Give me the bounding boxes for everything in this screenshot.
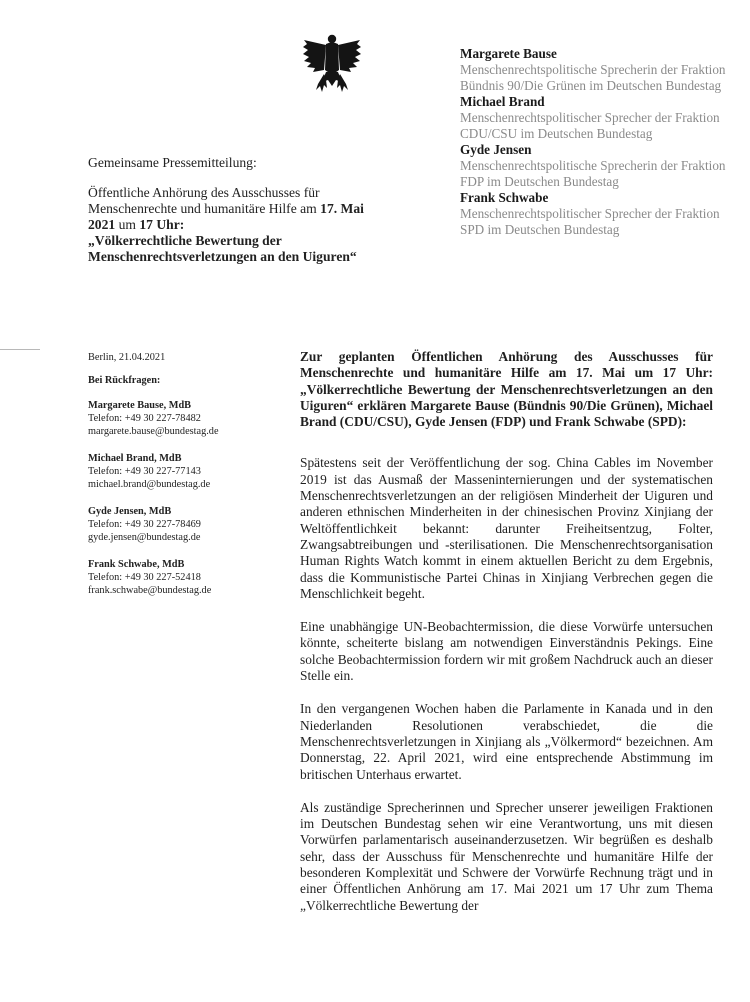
speaker-name: Michael Brand [460,94,545,109]
contact-name: Michael Brand, MdB [88,453,182,464]
press-release-body [300,349,713,931]
title-topic: „Völkerrechtliche Bewertung der Menschenrechtsverletzungen an den Uiguren“ [88,233,357,264]
contact-phone: Telefon: +49 30 227-78482 [88,413,201,424]
contact-email[interactable]: gyde.jensen@bundestag.de [88,532,201,543]
contact-sidebar [88,351,288,611]
title-intro: Öffentliche Anhörung des Ausschusses für Menschenrechte und humanitäre Hilfe am [88,185,320,216]
speaker-entry [460,142,730,190]
contact-phone: Telefon: +49 30 227-77143 [88,466,201,477]
contact-heading: Bei Rückfragen: [88,375,161,386]
speaker-name: Margarete Bause [460,46,557,61]
contact-name: Frank Schwabe, MdB [88,559,185,570]
title-colon: : [179,217,185,232]
contact-block [88,558,288,597]
contact-block [88,505,288,544]
speaker-role: Menschenrechtspolitische Sprecherin der Fraktion Bündnis 90/Die Grünen im Deutschen Bundestag [460,62,726,93]
contact-email[interactable]: michael.brand@bundestag.de [88,479,211,490]
body-paragraph: In den vergangenen Wochen haben die Parlamente in Kanada und in den Niederlanden Resolutionen verabschiedet, die die Menschenrechtsverletzungen in Xinjiang als „Völkermord“ bezeichnen. Am Donnerstag, 22. April 2021, wird eine entsprechende Abstimmung im britischen Unterhaus erwartet. [300,701,713,782]
contact-block [88,399,288,438]
title-date: 17. Mai 2021 [88,201,364,232]
contact-phone: Telefon: +49 30 227-78469 [88,519,201,530]
contact-email[interactable]: margarete.bause@bundestag.de [88,426,219,437]
speaker-role: Menschenrechtspolitischer Sprecher der Fraktion SPD im Deutschen Bundestag [460,206,720,237]
speaker-entry [460,46,730,94]
title-um: um [118,217,136,232]
title-time: 17 Uhr [139,217,180,232]
speaker-name: Gyde Jensen [460,142,532,157]
body-paragraph: Spätestens seit der Veröffentlichung der sog. China Cables im November 2019 ist das Ausmaß der Masseninternierungen und der systematischen Menschenrechtsverletzungen an der religiösen Minderheit der Uiguren und anderen ethnischen Minderheiten in der chinesischen Provinz Xinjiang der Weltöffentlichkeit bekannt: darunter Freiheitsentzug, Folter, Zwangsabtreibungen und -sterilisationen. Die Menschenrechtsorganisation Human Rights Watch kommt in einem aktuellen Bericht zu dem Ergebnis, dass die Kommunistische Partei Chinas in Xinjiang Verbrechen gegen die Menschlichkeit begeht. [300,455,713,601]
contact-block [88,452,288,491]
contact-name: Margarete Bause, MdB [88,400,192,411]
speaker-name: Frank Schwabe [460,190,549,205]
fold-divider [0,349,40,350]
body-paragraph: Eine unabhängige UN-Beobachtermission, die diese Vorwürfe untersuchen könnte, scheiterte bislang am notwendigen Einverständnis Pekings. Eine solche Beobachtermission fordern wir mit großem Nachdruck auch an dieser Stelle ein. [300,619,713,684]
lead-paragraph: Zur geplanten Öffentlichen Anhörung des Ausschusses für Menschenrechte und humanitäre Hilfe am 17. Mai um 17 Uhr: „Völkerrechtliche Bewertung der Menschenrechtsverletzungen an den Uiguren“ erklären Margarete Bause (Bündnis 90/Die Grünen), Michael Brand (CDU/CSU), Gyde Jensen (FDP) und Frank Schwabe (SPD): [300,349,713,430]
release-date: Berlin, 21.04.2021 [88,352,166,363]
speaker-role: Menschenrechtspolitische Sprecherin der Fraktion FDP im Deutschen Bundestag [460,158,726,189]
speaker-entry [460,190,730,238]
speaker-role: Menschenrechtspolitischer Sprecher der Fraktion CDU/CSU im Deutschen Bundestag [460,110,720,141]
body-paragraph: Als zuständige Sprecherinnen und Sprecher unserer jeweiligen Fraktionen im Deutschen Bundestag sehen wir eine Verantwortung, uns mit diesen Vorwürfen parlamentarisch auseinanderzusetzen. Wir begrüßen es deshalb sehr, dass der Ausschuss für Menschenrechte und humanitäre Hilfe der besonderen Komplexität und Schwere der Vorwürfe Rechnung trägt und in einer Öffentlichen Anhörung am 17. Mai 2021 um 17 Uhr zum Thema „Völkerrechtliche Bewertung der [300,799,713,913]
contact-phone: Telefon: +49 30 227-52418 [88,572,201,583]
contact-email[interactable]: frank.schwabe@bundestag.de [88,585,212,596]
press-release-label: Gemeinsame Pressemitteilung: [88,155,257,170]
speaker-entry [460,94,730,142]
federal-eagle-icon [302,30,362,96]
press-release-title [88,185,378,265]
contact-name: Gyde Jensen, MdB [88,506,172,517]
speaker-list [460,46,730,238]
